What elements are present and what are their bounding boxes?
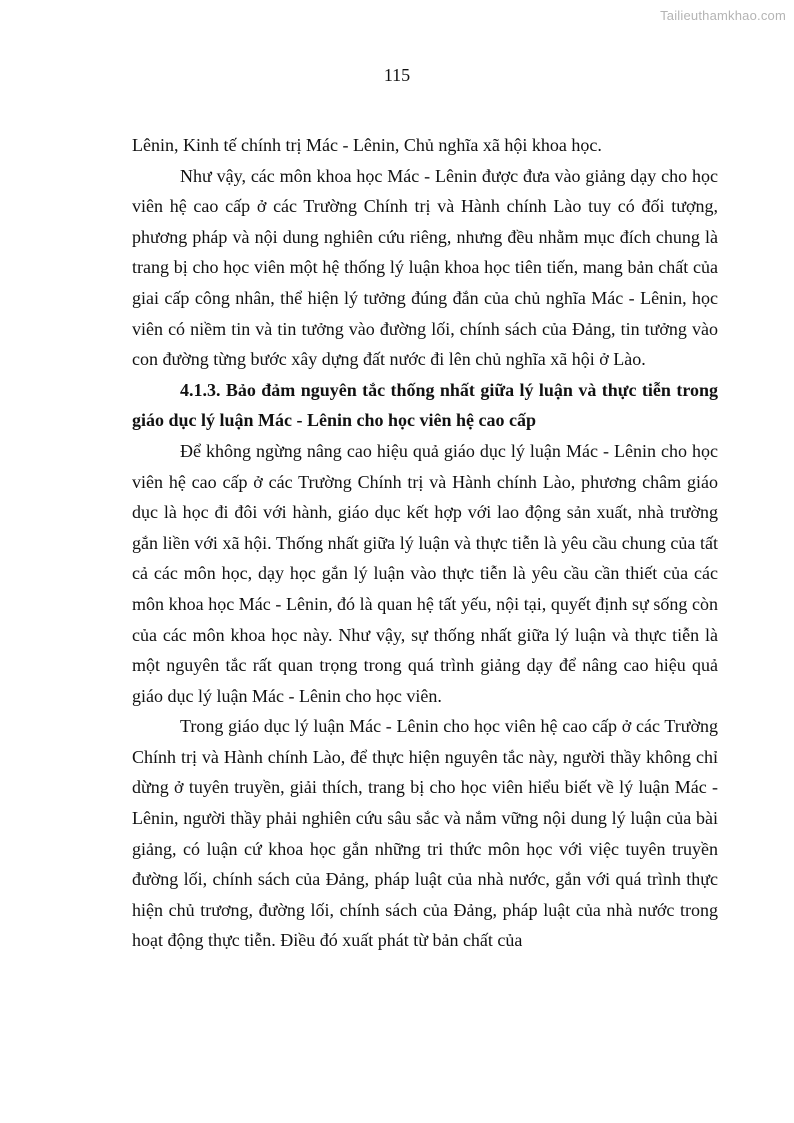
paragraph-summary: Như vậy, các môn khoa học Mác - Lênin được đưa vào giảng dạy cho học viên hệ cao cấp ở các Trường Chính trị và Hành chính Lào tuy có đối tượng, phương pháp và nội dung nghiên cứu riêng, nhưng đều nhằm mục đích chung là trang bị cho học viên một hệ thống lý luận khoa học tiên tiến, mang bản chất của giai cấp công nhân, thể hiện lý tưởng đúng đắn của chủ nghĩa Mác - Lênin, học viên có niềm tin và tin tưởng vào đường lối, chính sách của Đảng, tin tưởng vào con đường từng bước xây dựng đất nước đi lên chủ nghĩa xã hội ở Lào. [132,165,718,370]
paragraph-teacher-role: Trong giáo dục lý luận Mác - Lênin cho học viên hệ cao cấp ở các Trường Chính trị và Hành chính Lào, để thực hiện nguyên tắc này, người thầy không chỉ dừng ở tuyên truyền, giải thích, trang bị cho học viên hiểu biết về lý luận Mác - Lênin, người thầy phải nghiên cứu sâu sắc và nắm vững nội dung lý luận của bài giảng, có luận cứ khoa học gắn những tri thức môn học với việc tuyên truyền đường lối, chính sách của Đảng, pháp luật của nhà nước, gắn với quá trình thực hiện chủ trương, đường lối, chính sách của Đảng, pháp luật của nhà nước trong hoạt động thực tiễn. Điều đó xuất phát từ bản chất của [132,716,718,951]
page-number: 115 [383,65,411,85]
watermark: Tailieuthamkhao.com [660,8,786,23]
paragraph-principle: Để không ngừng nâng cao hiệu quả giáo dục lý luận Mác - Lênin cho học viên hệ cao cấp ở các Trường Chính trị và Hành chính Lào, phương châm giáo dục là học đi đôi với hành, giáo dục kết hợp với lao động sản xuất, nhà trường gắn liền với xã hội. Thống nhất giữa lý luận và thực tiễn là yêu cầu chung của tất cả các môn học, dạy học gắn lý luận vào thực tiễn là yêu cầu cần thiết của các môn khoa học Mác - Lênin, đó là quan hệ tất yếu, nội tại, quyết định sự sống còn của các môn khoa học này. Như vậy, sự thống nhất giữa lý luận và thực tiễn là một nguyên tắc rất quan trọng trong quá trình giảng dạy để nâng cao hiệu quả giáo dục lý luận Mác - Lênin cho học viên. [132,440,718,706]
document-body [132,130,718,956]
paragraph-continuation: Lênin, Kinh tế chính trị Mác - Lênin, Chủ nghĩa xã hội khoa học. [132,135,602,155]
section-heading: 4.1.3. Bảo đảm nguyên tắc thống nhất giữa lý luận và thực tiễn trong giáo dục lý luận Mác - Lênin cho học viên hệ cao cấp [132,379,718,431]
